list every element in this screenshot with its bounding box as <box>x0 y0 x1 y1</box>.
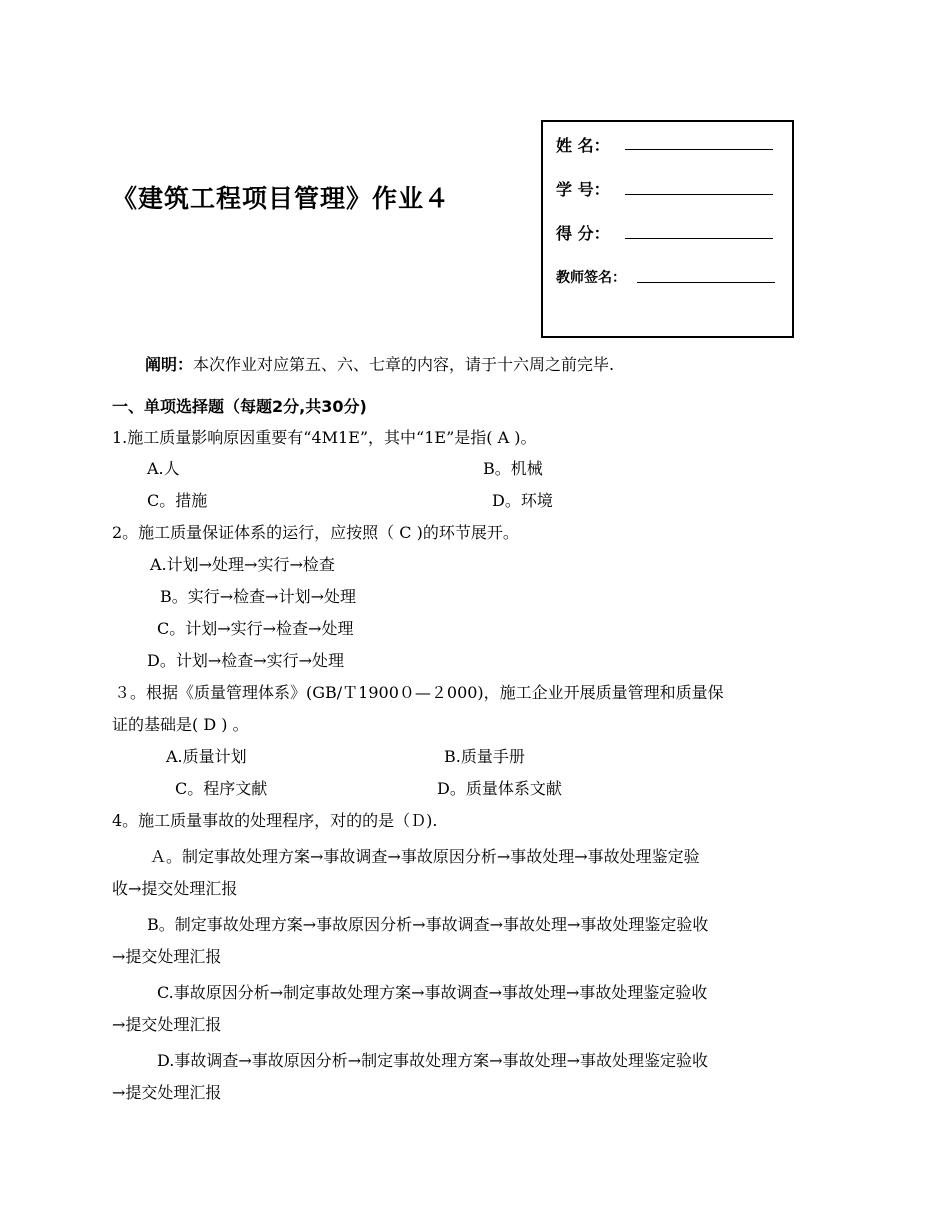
q3-option-d: D。质量体系文献 <box>437 779 562 798</box>
instruction-note-text: 本次作业对应第五、六、七章的内容，请于十六周之前完毕. <box>193 355 615 374</box>
instruction-note <box>145 352 614 375</box>
q2-option-b: B。实行→检查→计划→处理 <box>160 587 356 606</box>
q4-option-d-cont: →提交处理汇报 <box>112 1083 222 1102</box>
q3-option-c: C。程序文献 <box>175 779 268 798</box>
q1-option-c: C。措施 <box>147 491 208 510</box>
question-3-stem-cont: 证的基础是( D ) 。 <box>112 715 249 734</box>
q3-option-b: B.质量手册 <box>444 747 525 766</box>
question-3-stem: ３。根据《质量管理体系》(GB/Ｔ1900０—２000)，施工企业开展质量管理和质量保 <box>114 683 724 702</box>
q4-option-a: Ａ。制定事故处理方案→事故调查→事故原因分析→事故处理→事故处理鉴定验 <box>150 847 700 866</box>
student-id-label: 学 号： <box>556 180 610 199</box>
student-id-field[interactable] <box>625 194 773 195</box>
question-2-stem: 2。施工质量保证体系的运行，应按照（ C )的环节展开。 <box>112 523 519 542</box>
section-heading: 一、单项选择题（每题2分,共30分) <box>112 397 367 416</box>
score-label: 得 分： <box>556 224 610 243</box>
question-1-stem: 1.施工质量影响原因重要有“4M1E”，其中“1E”是指( A )。 <box>112 428 537 447</box>
q2-option-a: A.计划→处理→实行→检查 <box>150 555 335 574</box>
name-field[interactable] <box>625 149 773 150</box>
q1-option-b: B。机械 <box>483 459 543 478</box>
q4-option-b: B。制定事故处理方案→事故原因分析→事故调查→事故处理→事故处理鉴定验收 <box>147 915 709 934</box>
teacher-signature-label: 教师签名： <box>556 270 626 286</box>
q4-option-c-cont: →提交处理汇报 <box>112 1015 222 1034</box>
q4-option-a-cont: 收→提交处理汇报 <box>112 879 238 898</box>
teacher-signature-field[interactable] <box>637 282 775 283</box>
q4-option-b-cont: →提交处理汇报 <box>112 947 222 966</box>
q3-option-a: A.质量计划 <box>166 747 247 766</box>
q4-option-d: D.事故调查→事故原因分析→制定事故处理方案→事故处理→事故处理鉴定验收 <box>157 1051 708 1070</box>
q2-option-c: C。计划→实行→检查→处理 <box>157 619 354 638</box>
q1-option-a: A.人 <box>147 459 180 478</box>
q1-option-d: D。环境 <box>492 491 553 510</box>
student-info-box <box>541 120 794 338</box>
q2-option-d: D。计划→检查→实行→处理 <box>147 651 345 670</box>
instruction-note-label: 阐明： <box>145 355 194 374</box>
question-4-stem: 4。施工质量事故的处理程序，对的的是（Ｄ). <box>112 811 438 830</box>
score-field[interactable] <box>625 238 773 239</box>
name-label: 姓 名： <box>556 136 610 155</box>
page-title: 《建筑工程项目管理》作业４ <box>112 184 451 213</box>
q4-option-c: C.事故原因分析→制定事故处理方案→事故调查→事故处理→事故处理鉴定验收 <box>157 983 708 1002</box>
